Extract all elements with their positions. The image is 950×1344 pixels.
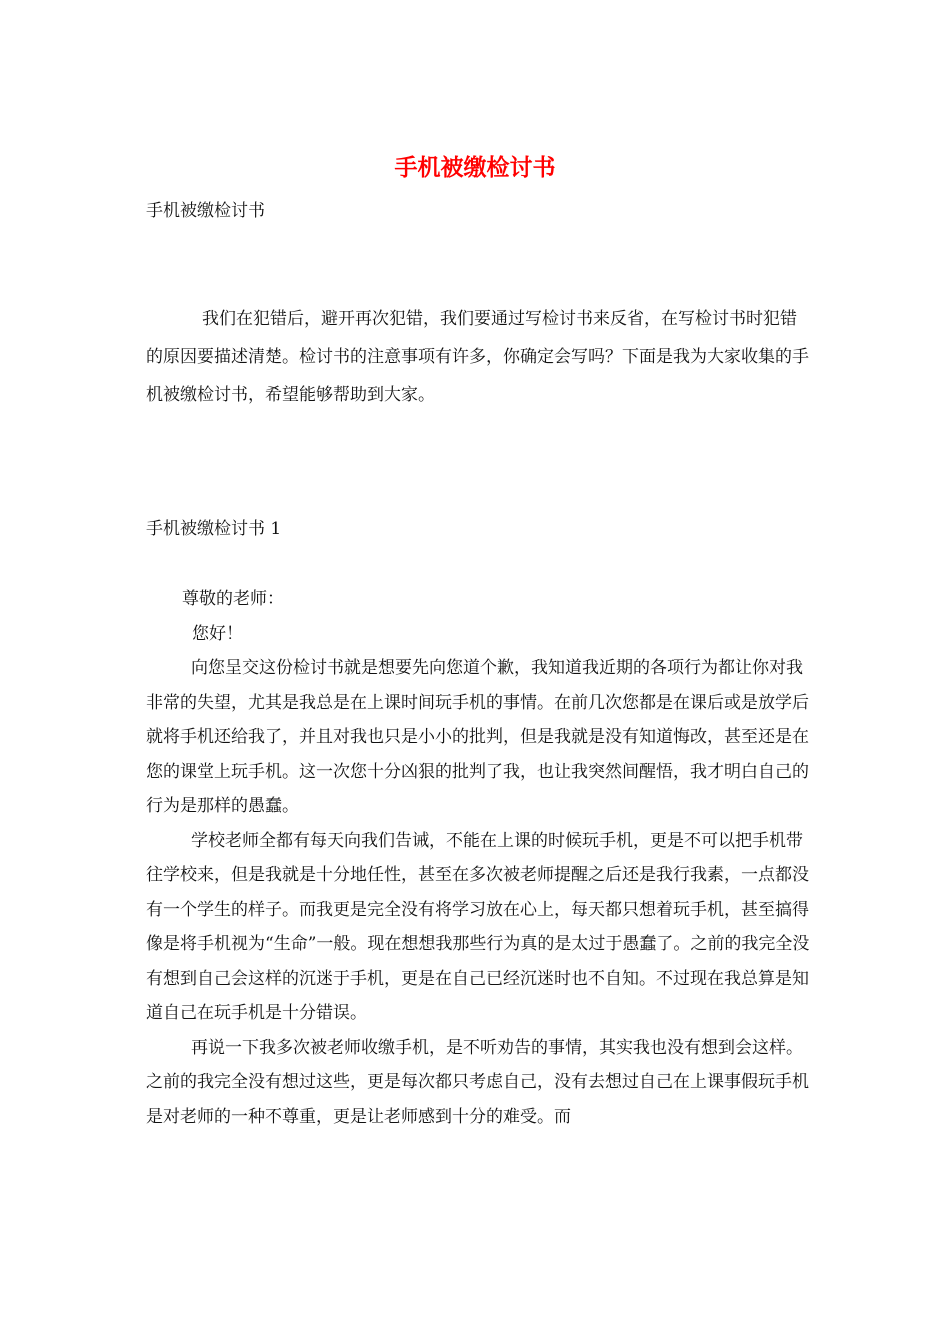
letter-paragraph: 向您呈交这份检讨书就是想要先向您道个歉，我知道我近期的各项行为都让你对我非常的失望，尤其是我总是在上课时间玩手机的事情。在前几次您都是在课后或是放学后就将手机还给我了，并且对我也只是小小的批判，但是我就是没有知道悔改，甚至还是在您的课堂上玩手机。这一次您十分凶狠的批判了我，也让我突然间醒悟，我才明白自己的行为是那样的愚蠢。 [146,658,809,816]
letter-paragraph: 学校老师全都有每天向我们告诫，不能在上课的时候玩手机，更是不可以把手机带往学校来，但是我就是十分地任性，甚至在多次被老师提醒之后还是我行我素，一点都没有一个学生的样子。而我更是完全没有将学习放在心上，每天都只想着玩手机，甚至搞得像是将手机视为“生命”一般。现在想想我那些行为真的是太过于愚蠢了。之前的我完全没有想到自己会这样的沉迷于手机，更是在自己已经沉迷时也不自知。不过现在我总算是知道自己在玩手机是十分错误。 [146,830,810,1023]
letter-salutation: 尊敬的老师： [182,589,284,609]
letter-body [146,582,811,1134]
section-heading: 手机被缴检讨书 1 [146,519,282,539]
letter-greeting: 您好！ [192,623,243,644]
document-subtitle: 手机被缴检讨书 [146,201,265,221]
intro-paragraph: 我们在犯错后，避开再次犯错，我们要通过写检讨书来反省，在写检讨书时犯错的原因要描述清楚。检讨书的注意事项有许多，你确定会写吗？下面是我为大家收集的手机被缴检讨书，希望能够帮助到大家。 [146,309,809,405]
letter-paragraph: 再说一下我多次被老师收缴手机，是不听劝告的事情，其实我也没有想到会这样。之前的我完全没有想过这些，更是每次都只考虑自己，没有去想过自己在上课事假玩手机是对老师的一种不尊重，更是让老师感到十分的难受。而 [146,1037,809,1127]
document-title: 手机被缴检讨书 [394,154,556,181]
